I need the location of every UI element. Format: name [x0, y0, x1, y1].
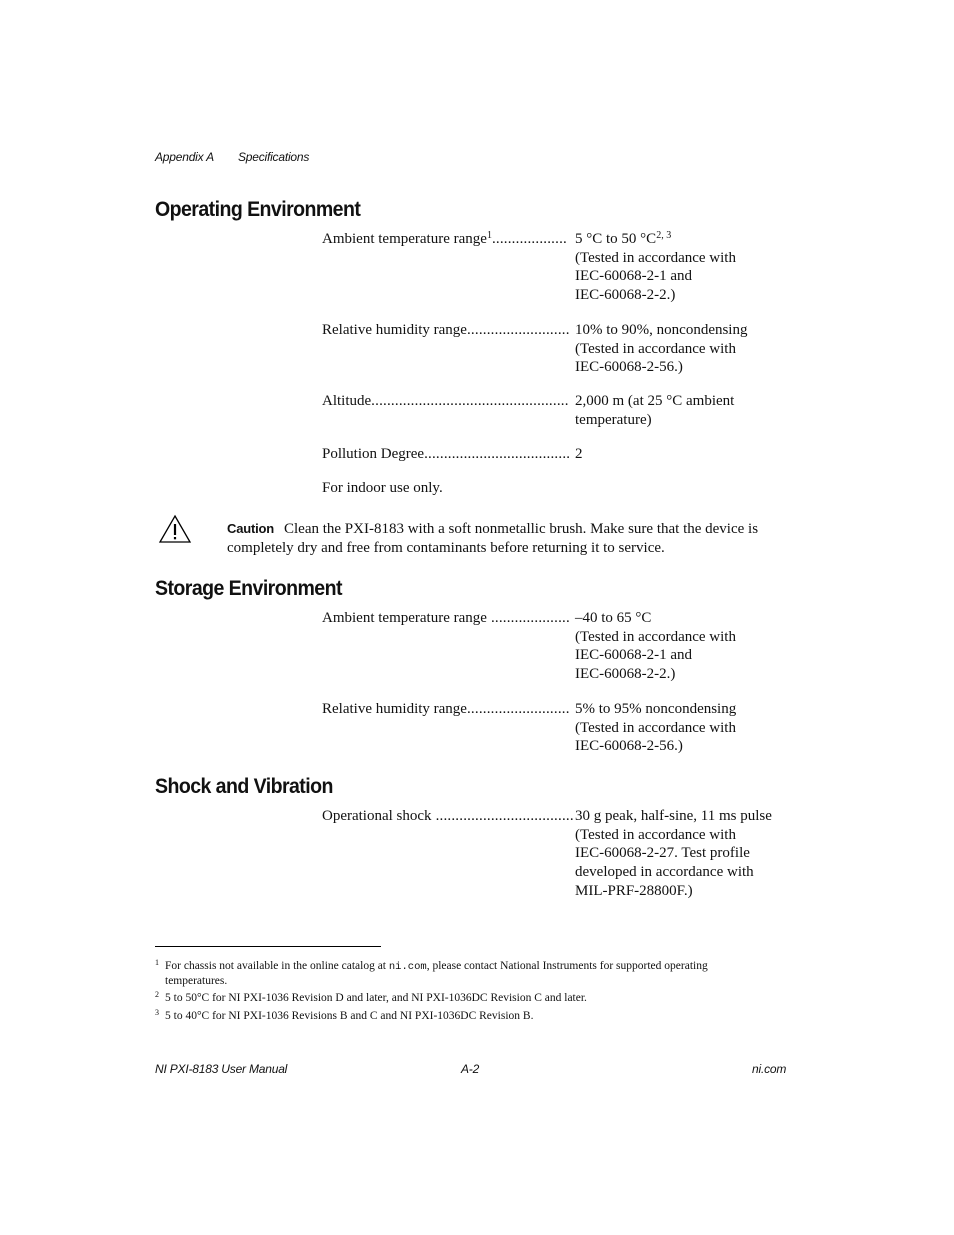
spec-detail: (Tested in accordance with: [575, 249, 736, 266]
spec-value: 10% to 90%, noncondensing: [575, 322, 748, 338]
footnote-text: 5 to 50°C for NI PXI-1036 Revision D and later, and NI PXI-1036DC Revision C and later.: [165, 992, 587, 1004]
footnote-number: 3: [155, 1008, 159, 1017]
footnote-number: 2: [155, 990, 159, 999]
footer-page-number: A-2: [461, 1062, 480, 1076]
footer-site: ni.com: [752, 1062, 787, 1076]
shock-vibration-heading: Shock and Vibration: [155, 775, 333, 798]
footnote-2: [155, 991, 765, 1005]
indoor-use-note: For indoor use only.: [322, 480, 443, 496]
footer-manual-title: NI PXI-8183 User Manual: [155, 1062, 288, 1076]
footnote-1: [155, 959, 765, 988]
footnote-ref: 1: [486, 230, 492, 241]
spec-operating-altitude: [322, 392, 792, 429]
footnote-text: 5 to 40°C for NI PXI-1036 Revisions B and C and NI PXI-1036DC Revision B.: [165, 1010, 534, 1022]
spec-detail: (Tested in accordance with: [575, 826, 736, 843]
spec-value: 2: [575, 446, 583, 462]
spec-operating-humidity: [322, 321, 792, 377]
spec-operational-shock: [322, 807, 792, 901]
spec-detail: (Tested in accordance with: [575, 340, 736, 357]
spec-label: Relative humidity range: [322, 322, 467, 338]
spec-label: Relative humidity range: [322, 701, 467, 717]
spec-detail: IEC-60068-2-56.): [575, 738, 683, 755]
spec-detail: developed in accordance with: [575, 864, 754, 881]
spec-storage-ambient: [322, 609, 792, 684]
spec-detail: IEC-60068-2-56.): [575, 359, 683, 376]
leader-dots: .....................................: [424, 446, 571, 462]
leader-dots: ...................: [491, 231, 567, 247]
spec-operating-ambient: [322, 230, 792, 305]
spec-detail: IEC-60068-2-2.): [575, 287, 676, 304]
storage-environment-heading: Storage Environment: [155, 577, 342, 600]
spec-detail: IEC-60068-2-1 and: [575, 268, 693, 285]
spec-operating-pollution: [322, 445, 792, 464]
spec-detail: (Tested in accordance with: [575, 628, 736, 645]
spec-value: 5% to 95% noncondensing: [575, 701, 737, 717]
leader-dots: ..........................: [466, 322, 570, 338]
spec-label: Ambient temperature range: [322, 231, 487, 247]
spec-label: Ambient temperature range: [322, 610, 487, 626]
leader-dots: ..................................................: [371, 393, 569, 409]
caution-note: [227, 519, 787, 558]
spec-label: Altitude: [322, 393, 372, 409]
section-label: Specifications: [237, 150, 310, 164]
spec-value: –40 to 65 °C: [575, 610, 652, 626]
spec-detail: MIL-PRF-28800F.): [575, 882, 693, 899]
warning-triangle-icon: [158, 514, 192, 544]
footnote-text: , please contact National Instruments for supported operating temperatures.: [165, 960, 708, 987]
footnote-3: [155, 1009, 765, 1023]
spec-detail: temperature): [575, 411, 652, 428]
footnote-text: For chassis not available in the online catalog at: [165, 960, 389, 972]
spec-value: 2,000 m (at 25 °C ambient: [575, 393, 735, 409]
spec-value: 5 °C to 50 °C: [575, 231, 657, 247]
spec-detail: (Tested in accordance with: [575, 719, 736, 736]
leader-dots: ..........................: [466, 701, 570, 717]
spec-detail: IEC-60068-2-2.): [575, 666, 676, 683]
spec-label: Pollution Degree: [322, 446, 425, 462]
leader-dots: ...................................: [435, 808, 574, 824]
running-head: [155, 150, 309, 164]
spec-value: 30 g peak, half-sine, 11 ms pulse: [575, 808, 772, 824]
spec-detail: IEC-60068-2-27. Test profile: [575, 845, 750, 862]
spec-label: Operational shock: [322, 808, 432, 824]
spec-detail: IEC-60068-2-1 and: [575, 647, 693, 664]
appendix-label: Appendix A: [155, 150, 214, 164]
footnote-number: 1: [155, 958, 159, 967]
operating-environment-heading: Operating Environment: [155, 198, 361, 221]
footnote-ref: 2, 3: [656, 230, 672, 241]
caution-text: Clean the PXI-8183 with a soft nonmetallic brush. Make sure that the device is completely dry and free from contaminants before returning it to service.: [227, 521, 759, 556]
leader-dots: ....................: [490, 610, 570, 626]
spec-storage-humidity: [322, 700, 792, 756]
footnote-divider: [155, 946, 381, 947]
caution-label: Caution: [227, 521, 274, 536]
footnote-link[interactable]: ni.com: [388, 961, 427, 973]
